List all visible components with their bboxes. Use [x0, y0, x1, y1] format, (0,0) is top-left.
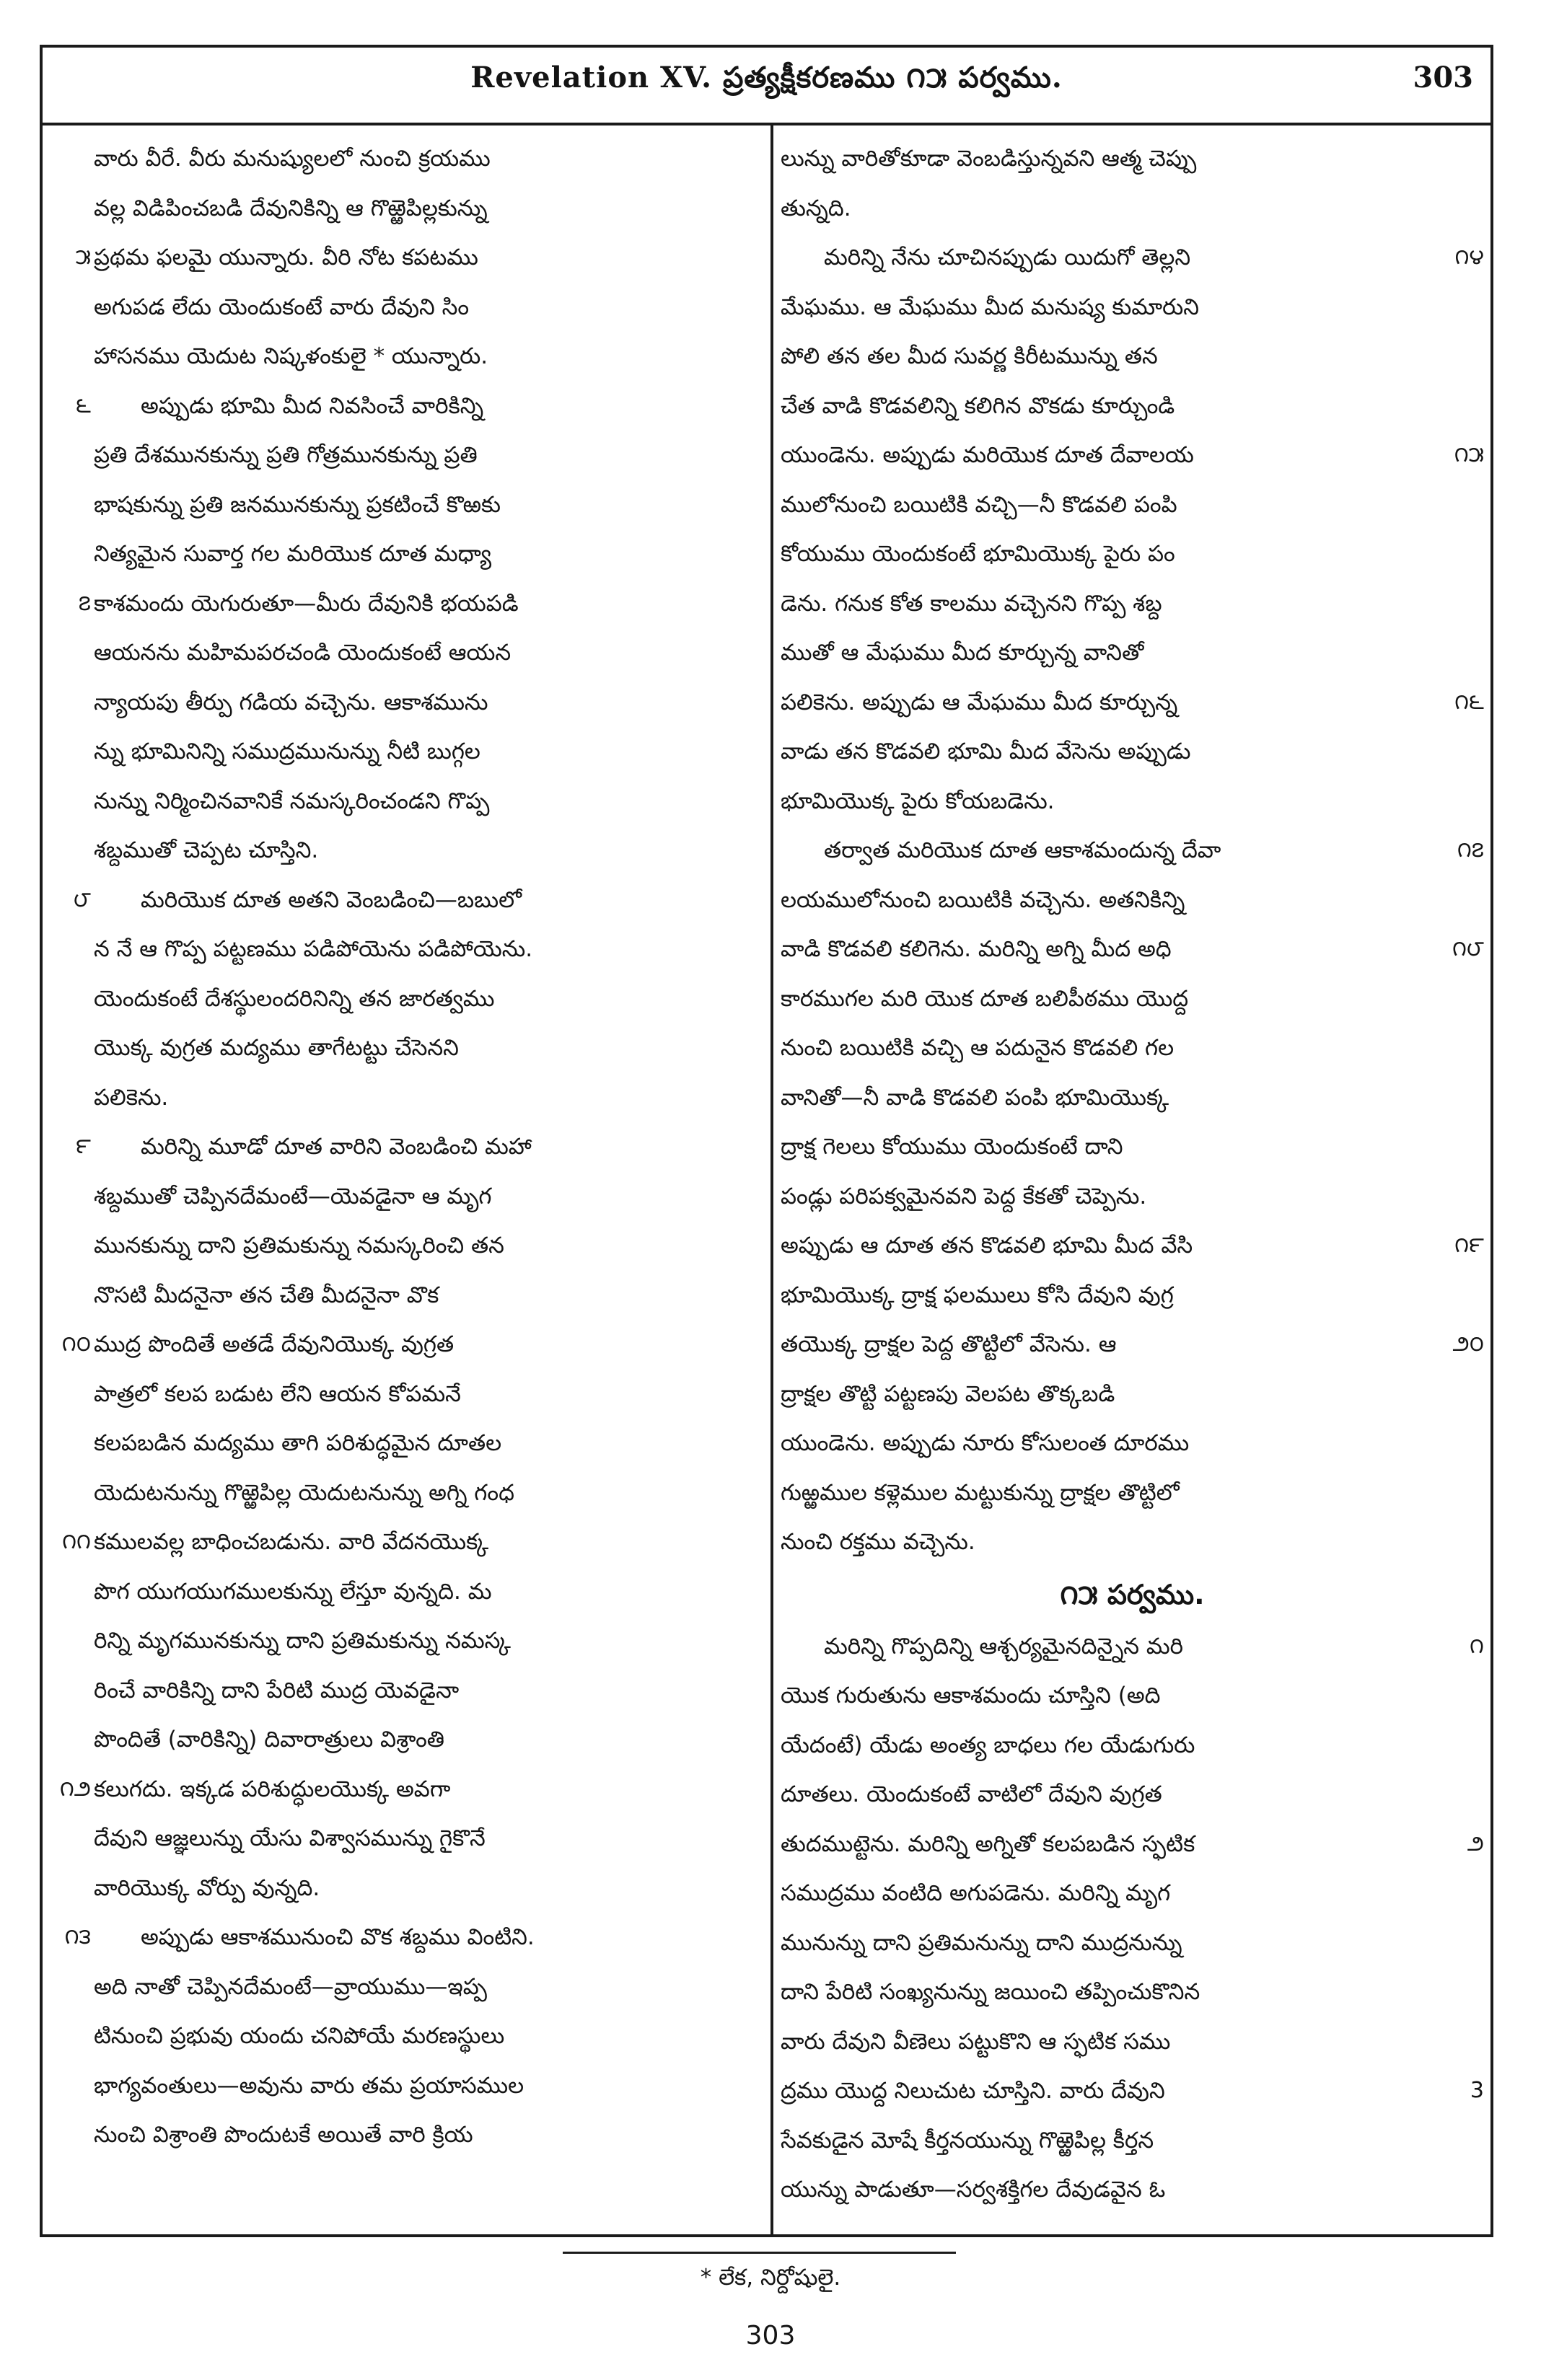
line-text: పండ్లు పరిపక్వమైనవని పెద్ద కేకతో చెప్పెను. — [781, 1183, 1147, 1209]
line-text: ములోనుంచి బయిటికి వచ్చి—నీ కొడవలి పంపి — [781, 491, 1177, 518]
line-text: నిత్యమైన సువార్త గల మరియొక దూత మధ్యా — [94, 541, 492, 567]
text-line — [781, 974, 1484, 1024]
text-line — [781, 876, 1484, 925]
line-text: యొక గురుతును ఆకాశమందు చూస్తిని (అది — [781, 1683, 1161, 1709]
line-text: సేవకుడైన మోషే కీర్తనయున్ను గొఱ్ఱెపిల్ల కీర్తన — [781, 2127, 1154, 2154]
verse-number: ౬ — [76, 392, 91, 418]
line-text: ద్రాక్ష గెలలు కోయుము యెందుకంటే దాని — [781, 1134, 1123, 1160]
text-line — [51, 134, 765, 184]
text-line — [51, 876, 765, 925]
text-line — [51, 2061, 765, 2111]
page-number-bottom: 303 — [745, 2321, 796, 2350]
line-text: మునకున్ను దాని ప్రతిమకున్ను నమస్కరించి తన — [94, 1233, 504, 1259]
line-text: ప్రతి దేశమునకున్ను ప్రతి గోత్రమునకున్ను ప్రతి — [94, 442, 478, 468]
line-text: న్యాయపు తీర్పు గడియ వచ్చెను. ఆకాశమును — [94, 689, 488, 715]
verse-number: ౨ — [1467, 1830, 1484, 1856]
text-line — [781, 925, 1484, 974]
line-text: మరిన్ని గొప్పదిన్ని ఆశ్చర్యమైనదిన్నైన మరి — [824, 1633, 1184, 1660]
line-text: నుంచి విశ్రాంతి పొందుటకే అయితే వారి క్రియ — [94, 2122, 473, 2148]
running-title: Revelation XV. ప్రత్యక్షీకరణము ౧౫ పర్వము. — [470, 61, 1063, 94]
line-text: తున్నది. — [781, 195, 851, 221]
line-text: రించే వారికిన్ని దాని పేరిటి ముద్ర యెవడైనా — [94, 1677, 460, 1704]
text-line — [781, 1320, 1484, 1370]
left-column — [51, 134, 765, 2160]
line-text: ప్రథమ ఫలమై యున్నారు. వీరి నోట కపటము — [94, 244, 478, 270]
text-line — [51, 1320, 765, 1370]
line-text: ముద్ర పొందితే అతడే దేవునియొక్క వుగ్రత — [94, 1331, 455, 1357]
text-line — [51, 382, 765, 431]
line-text: లున్ను వారితోకూడా వెంబడిస్తున్నవని ఆత్మ చెప్పు — [781, 146, 1197, 172]
line-text: నొసటి మీదనైనా తన చేతి మీదనైనా వొక — [94, 1282, 439, 1308]
text-line — [51, 332, 765, 382]
text-line — [781, 1419, 1484, 1468]
text-line — [51, 1913, 765, 1962]
text-line — [51, 1419, 765, 1468]
verse-number: ౨౦ — [1452, 1331, 1484, 1357]
line-text: అప్పుడు ఆ దూత తన కొడవలి భూమి మీద వేసి — [781, 1233, 1193, 1259]
text-line — [51, 1864, 765, 1913]
text-line — [781, 727, 1484, 777]
text-line — [781, 431, 1484, 480]
line-text: కోయుము యెందుకంటే భూమియొక్క పైరు పం — [781, 541, 1175, 567]
line-text: ఆయనను మహిమపరచండి యెందుకంటే ఆయన — [94, 640, 512, 666]
line-text: వారు దేవుని వీణెలు పట్టుకొని ఆ స్ఫటిక సము — [781, 2028, 1171, 2055]
text-line — [51, 1715, 765, 1765]
line-text: నున్ను నిర్మించినవానికే నమస్కరించండని గొప్ప — [94, 788, 490, 814]
text-line — [781, 2017, 1484, 2067]
line-text: నుంచి రక్తము వచ్చెను. — [781, 1529, 975, 1555]
text-line — [51, 974, 765, 1024]
line-text: వారియొక్క వోర్పు వున్నది. — [94, 1874, 320, 1901]
right-column-bottom-text — [781, 1622, 1484, 2215]
text-line — [51, 1122, 765, 1172]
text-line — [781, 1221, 1484, 1271]
line-text: నుంచి బయిటికి వచ్చి ఆ పదునైన కొడవలి గల — [781, 1035, 1175, 1061]
line-text: మరియొక దూత అతని వెంబడించి—బబులో — [141, 886, 522, 913]
line-text: యేదంటే) యేడు అంత్య బాధలు గల యేడుగురు — [781, 1732, 1195, 1758]
text-line — [781, 382, 1484, 431]
text-line — [781, 1918, 1484, 1968]
line-text: పొగ యుగయుగములకున్ను లేస్తూ వున్నది. మ — [94, 1578, 492, 1605]
line-text: అగుపడ లేదు యెందుకంటే వారు దేవుని సిం — [94, 294, 470, 320]
line-text: దేవుని ఆజ్ఞలున్ను యేసు విశ్వాసమున్ను గైకొనే — [94, 1825, 486, 1851]
line-text: చేత వాడి కొడవలిన్ని కలిగిన వొకడు కూర్చుండి — [781, 392, 1175, 419]
verse-number: ౧౫ — [1454, 442, 1484, 467]
line-text: కలుగదు. ఇక్కడ పరిశుద్ధులయొక్క అవగా — [94, 1776, 451, 1802]
chapter-heading: ౧౫ పర్వము. — [1060, 1578, 1205, 1610]
line-text: భూమియొక్క ద్రాక్ష ఫలములు కోసి దేవుని వుగ్ర — [781, 1282, 1174, 1308]
text-line — [51, 2110, 765, 2160]
text-line — [51, 529, 765, 579]
text-line — [51, 777, 765, 827]
text-line — [781, 134, 1484, 184]
text-line — [781, 1073, 1484, 1123]
line-text: యుండెను. అప్పుడు నూరు కోసులంత దూరము — [781, 1430, 1190, 1456]
text-line — [51, 1765, 765, 1815]
text-line — [781, 1869, 1484, 1918]
verse-number: 3 — [1470, 2078, 1484, 2103]
verse-number: ౧౪ — [1454, 244, 1484, 270]
text-line — [781, 1770, 1484, 1820]
verse-number: ౭ — [78, 590, 91, 616]
line-text: యుండెను. అప్పుడు మరియొక దూత దేవాలయ — [781, 442, 1194, 468]
column-divider — [770, 125, 773, 2237]
right-column — [781, 134, 1484, 2215]
footnote: * లేక, నిర్దోషులై. — [700, 2265, 841, 2291]
text-line — [781, 184, 1484, 234]
text-line — [781, 826, 1484, 876]
line-text: వానితో—నీ వాడి కొడవలి పంపి భూమియొక్క — [781, 1084, 1169, 1111]
text-line — [51, 826, 765, 876]
line-text: తుదముట్టెను. మరిన్ని అగ్నితో కలపబడిన స్ఫటిక — [781, 1830, 1195, 1857]
text-line — [781, 1622, 1484, 1672]
text-line — [781, 1122, 1484, 1172]
text-line — [781, 233, 1484, 283]
text-line — [781, 332, 1484, 382]
line-text: అది నాతో చెప్పినదేమంటే—వ్రాయుము—ఇప్ప — [94, 1973, 488, 2000]
verse-number: ౧౦ — [61, 1331, 91, 1357]
line-text: యెందుకంటే దేశస్థులందరినిన్ని తన జారత్వము — [94, 985, 495, 1012]
right-column-top-text — [781, 134, 1484, 1567]
line-text: ద్రాక్షల తొట్టి పట్టణపు వెలపట తొక్కబడి — [781, 1380, 1115, 1407]
text-line — [781, 777, 1484, 827]
line-text: కములవల్ల బాధించబడును. వారి వేదనయొక్క — [94, 1529, 489, 1555]
text-line — [781, 1023, 1484, 1073]
line-text: హాసనము యెదుట నిష్కళంకులై * యున్నారు. — [94, 343, 488, 369]
text-line — [781, 1820, 1484, 1869]
text-line — [781, 480, 1484, 530]
text-line — [51, 431, 765, 480]
text-line — [781, 1370, 1484, 1419]
line-text: మేఘము. ఆ మేఘము మీద మనుష్య కుమారుని — [781, 294, 1199, 320]
line-text: తయొక్క ద్రాక్షల పెద్ద తొట్టిలో వేసెను. ఆ — [781, 1331, 1117, 1357]
text-line — [781, 2066, 1484, 2116]
line-text: భాగ్యవంతులు—అవును వారు తమ ప్రయాసముల — [94, 2072, 524, 2099]
line-text: అప్పుడు భూమి మీద నివసించే వారికిన్ని — [141, 392, 484, 419]
line-text: పలికెను. అప్పుడు ఆ మేఘము మీద కూర్చున్న — [781, 689, 1178, 715]
text-line — [51, 1023, 765, 1073]
line-text: దూతలు. యెందుకంటే వాటిలో దేవుని వుగ్రత — [781, 1781, 1162, 1807]
line-text: గుఱ్ఱముల కళ్లెముల మట్టుకున్ను ద్రాక్షల తొట్టిలో — [781, 1479, 1180, 1506]
text-line — [51, 2011, 765, 2061]
text-line — [781, 1517, 1484, 1567]
line-text: అప్పుడు ఆకాశమునుంచి వొక శబ్దము వింటిని. — [141, 1924, 535, 1950]
line-text: న్ను భూమినిన్ని సముద్రమునున్ను నీటి బుగ్గల — [94, 739, 480, 764]
text-line — [51, 925, 765, 974]
text-line — [781, 283, 1484, 332]
line-text: డెను. గనుక కోత కాలము వచ్చెనని గొప్ప శబ్ద — [781, 590, 1162, 617]
line-text: వారు వీరే. వీరు మనుష్యులలో నుంచి క్రయము — [94, 146, 491, 172]
page-header — [40, 45, 1493, 125]
verse-number: ౧౨ — [59, 1776, 91, 1802]
text-line — [51, 1962, 765, 2012]
text-line — [781, 1671, 1484, 1721]
line-text: ముతో ఆ మేఘము మీద కూర్చున్న వానితో — [781, 640, 1144, 666]
line-text: కారముగల మరి యొక దూత బలిపీఠము యొద్ద — [781, 985, 1189, 1012]
text-line — [51, 727, 765, 777]
text-line — [51, 184, 765, 234]
text-line — [51, 678, 765, 728]
footnote-rule — [563, 2252, 956, 2254]
text-line — [781, 1271, 1484, 1321]
verse-number: ౧౩ — [64, 1924, 91, 1949]
text-line — [781, 529, 1484, 579]
verse-number: ౧ — [1470, 1633, 1484, 1659]
line-text: వల్ల విడిపించబడి దేవునికిన్ని ఆ గొఱ్ఱెపిల్లకున్ను — [94, 195, 488, 221]
text-line — [51, 1814, 765, 1864]
line-text: పలికెను. — [94, 1084, 169, 1111]
line-text: యెదుటనున్ను గొఱ్ఱెపిల్ల యెదుటనున్ను అగ్ని గంధ — [94, 1479, 514, 1506]
text-line — [51, 1172, 765, 1222]
text-line — [51, 1073, 765, 1123]
line-text: మరిన్ని నేను చూచినప్పుడు యిదుగో తెల్లని — [824, 244, 1191, 270]
line-text: కలపబడిన మద్యము తాగి పరిశుద్ధమైన దూతల — [94, 1430, 502, 1456]
verse-number: ౧౧ — [62, 1529, 91, 1554]
line-text: రిన్ని మృగమునకున్ను దాని ప్రతిమకున్ను నమస్క — [94, 1628, 511, 1654]
text-line — [51, 1271, 765, 1321]
text-line — [51, 233, 765, 283]
line-text: టినుంచి ప్రభువు యందు చనిపోయే మరణస్థులు — [94, 2023, 505, 2049]
text-line — [781, 1967, 1484, 2017]
text-line — [781, 579, 1484, 629]
line-text: పోలి తన తల మీద సువర్ణ కిరీటమున్ను తన — [781, 343, 1158, 369]
text-line — [51, 1468, 765, 1518]
verse-number: ౮ — [73, 886, 91, 912]
line-text: తర్వాత మరియొక దూత ఆకాశమందున్న దేవా — [824, 837, 1221, 863]
verse-number: ౧౬ — [1454, 689, 1484, 715]
line-text: భూమియొక్క పైరు కోయబడెను. — [781, 788, 1055, 814]
line-text: యున్ను పాడుతూ—సర్వశక్తిగల దేవుడవైన ఓ — [781, 2177, 1166, 2203]
line-text: భాషకున్ను ప్రతి జనమునకున్ను ప్రకటించే కొఱకు — [94, 491, 501, 518]
line-text: సముద్రము వంటిది అగుపడెను. మరిన్ని మృగ — [781, 1880, 1171, 1906]
text-line — [51, 480, 765, 530]
text-line — [781, 1468, 1484, 1518]
verse-number: ౧౯ — [1454, 1233, 1484, 1258]
text-line — [51, 628, 765, 678]
text-line — [51, 1666, 765, 1716]
page-number-top: 303 — [1413, 61, 1473, 94]
text-line — [781, 2165, 1484, 2215]
verse-number: ౫ — [75, 244, 91, 270]
text-line — [51, 1370, 765, 1419]
line-text: మరిన్ని మూడో దూత వారిని వెంబడించి మహా — [141, 1134, 532, 1160]
text-line — [781, 2116, 1484, 2166]
line-text: యొక్క వుగ్రత మద్యము తాగేటట్టు చేసెనని — [94, 1035, 459, 1061]
text-line — [781, 628, 1484, 678]
line-text: శబ్దముతో చెప్పట చూస్తిని. — [94, 837, 319, 863]
text-line — [781, 1721, 1484, 1771]
line-text: వాడు తన కొడవలి భూమి మీద వేసెను అప్పుడు — [781, 739, 1191, 764]
verse-number: ౯ — [76, 1134, 91, 1159]
text-line — [51, 1517, 765, 1567]
line-text: న నే ఆ గొప్ప పట్టణము పడిపోయెను పడిపోయెను. — [94, 936, 533, 962]
line-text: కాశమందు యెగురుతూ—మీరు దేవునికి భయపడి — [94, 590, 519, 617]
line-text: పాత్రలో కలప బడుట లేని ఆయన కోపమనే — [94, 1380, 461, 1407]
text-line — [51, 1221, 765, 1271]
line-text: ద్రము యొద్ద నిలుచుట చూస్తిని. వారు దేవుని — [781, 2078, 1165, 2104]
line-text: పొందితే (వారికిన్ని) దివారాత్రులు విశ్రాంతి — [94, 1727, 445, 1753]
text-line — [51, 1567, 765, 1617]
verse-number: ౧౮ — [1452, 936, 1484, 961]
text-line — [781, 1172, 1484, 1222]
text-line — [51, 579, 765, 629]
text-line — [51, 283, 765, 332]
line-text: శబ్దముతో చెప్పినదేమంటే—యెవడైనా ఆ మృగ — [94, 1183, 492, 1209]
verse-number: ౧౭ — [1457, 837, 1484, 863]
line-text: వాడి కొడవలి కలిగెను. మరిన్ని అగ్ని మీద అధి — [781, 936, 1172, 962]
line-text: దాని పేరిటి సంఖ్యనున్ను జయించి తప్పించుకొనిన — [781, 1979, 1200, 2005]
line-text: మునున్ను దాని ప్రతిమనున్ను దాని ముద్రనున్ను — [781, 1929, 1182, 1956]
text-line — [781, 678, 1484, 728]
text-line — [51, 1616, 765, 1666]
line-text: లయములోనుంచి బయిటికి వచ్చెను. అతనికిన్ని — [781, 886, 1185, 913]
